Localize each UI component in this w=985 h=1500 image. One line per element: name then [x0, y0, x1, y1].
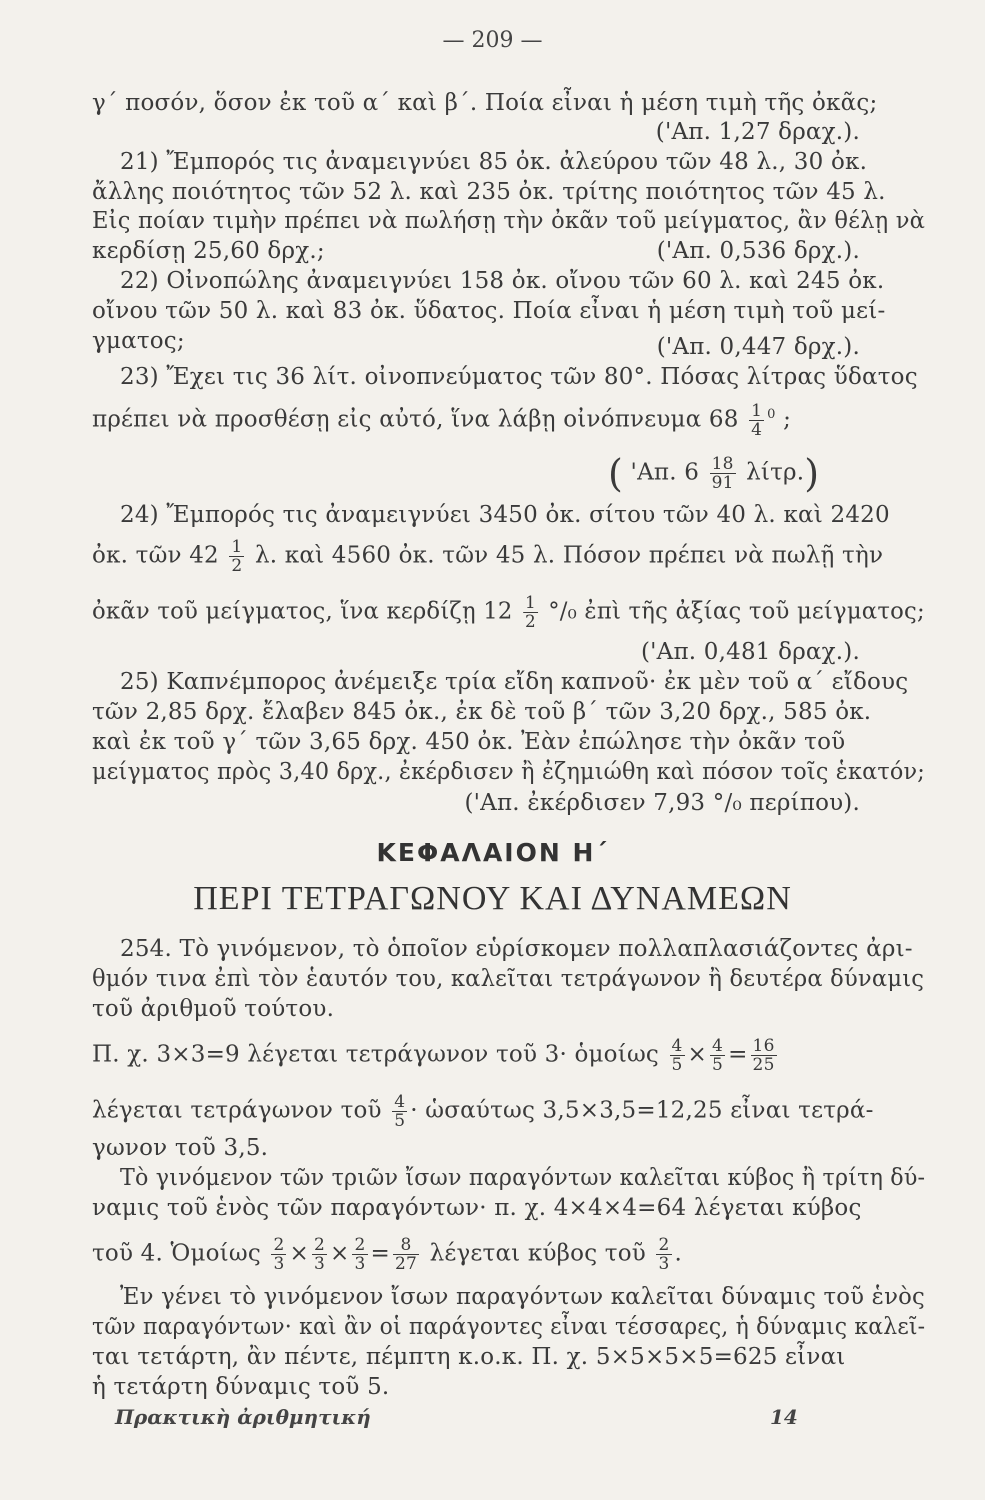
answer-line: ('Απ. 0,447 δρχ.).: [656, 334, 860, 360]
fraction: [749, 402, 764, 439]
right-paren: ): [804, 451, 820, 496]
times-sign: ×: [289, 1240, 309, 1267]
denominator: 5: [394, 1111, 406, 1131]
numerator: 18: [711, 454, 734, 474]
numerator: 4: [394, 1092, 406, 1112]
equals-sign: =: [728, 1041, 748, 1068]
fraction: [751, 1037, 777, 1074]
period: .: [674, 1240, 683, 1267]
fraction: [656, 1236, 671, 1273]
percent-sign: °/₀: [548, 598, 577, 625]
answer-line: [430, 788, 860, 818]
problem-21: 21) Ἔμπορός τις ἀναμειγνύει 85 ὀκ. ἀλεύρου τῶν 48 λ., 30 ὀκ.: [120, 149, 868, 175]
line-text: Π. χ. 3×3=9 λέγεται τετράγωνον τοῦ 3· ὁμοίως: [92, 1041, 659, 1068]
numerator: 1: [524, 593, 536, 613]
text-line: Τὸ γινόμενον τῶν τριῶν ἴσων παραγόντων καλεῖται κύβος ἢ τρίτη δύ-: [120, 1165, 926, 1191]
text-line: τοῦ ἀριθμοῦ τούτου.: [92, 996, 335, 1022]
text-line: ἡ τετάρτη δύναμις τοῦ 5.: [92, 1374, 390, 1400]
footer-title: Πρακτικὴ ἀριθμητική: [115, 1405, 371, 1429]
text-line: καὶ ἐκ τοῦ γ΄ τῶν 3,65 δρχ. 450 ὀκ. Ἐὰν ἐπώλησε τὴν ὀκᾶν τοῦ: [92, 729, 846, 755]
numerator: 16: [752, 1036, 775, 1056]
fraction: [670, 1037, 685, 1074]
text-line: [92, 400, 791, 439]
denominator: 25: [752, 1055, 775, 1075]
fraction: [312, 1236, 327, 1273]
text-line: γωνον τοῦ 3,5.: [92, 1135, 269, 1161]
fraction: [393, 1236, 419, 1273]
denominator: 5: [712, 1055, 724, 1075]
line-text: ἐπὶ τῆς ἀξίας τοῦ μείγματος;: [584, 598, 925, 625]
fraction: [271, 1236, 286, 1273]
line-text: λέγεται κύβος τοῦ: [429, 1240, 646, 1267]
text-line: γ΄ ποσόν, ὅσον ἐκ τοῦ α΄ καὶ β΄. Ποία εἶναι ἡ μέση τιμὴ τῆς ὀκᾶς;: [92, 90, 878, 116]
line-text: πρέπει νὰ προσθέσῃ εἰς αὐτό, ἵνα λάβῃ οἰνόπνευμα 68: [92, 406, 739, 433]
text-line: τῶν 2,85 δρχ. ἔλαβεν 845 ὀκ., ἐκ δὲ τοῦ β΄ τῶν 3,20 δρχ., 585 ὀκ.: [92, 699, 872, 725]
answer-line: ('Απ. 0,481 δραχ.).: [640, 639, 860, 665]
equals-sign: =: [370, 1240, 390, 1267]
numerator: 2: [273, 1235, 285, 1255]
text-line: [92, 1093, 874, 1130]
page-number: — 209 —: [442, 28, 543, 53]
numerator: 1: [231, 537, 243, 557]
text-line: οἴνου τῶν 50 λ. καὶ 83 ὀκ. ὕδατος. Ποία εἶναι ἡ μέση τιμὴ τοῦ μεί-: [92, 298, 886, 324]
answer-line: ('Απ. 0,536 δρχ.).: [656, 238, 860, 264]
text-line: θμόν τινα ἐπὶ τὸν ἑαυτόν του, καλεῖται τετράγωνον ἢ δευτέρα δύναμις: [92, 966, 925, 992]
denominator: 4: [751, 420, 763, 441]
text-line: γματος;: [92, 328, 185, 354]
line-text: περίπου).: [749, 790, 860, 816]
times-sign: ×: [687, 1041, 708, 1068]
line-text: λ. καὶ 4560 ὀκ. τῶν 45 λ. Πόσον πρέπει νὰ πωλῇ τὴν: [254, 542, 884, 569]
denominator: 5: [671, 1055, 683, 1075]
fraction: [710, 455, 736, 492]
problem-25: 25) Καπνέμπορος ἀνέμειξε τρία εἴδη καπνοῦ· ἐκ μὲν τοῦ α΄ εἴδους: [120, 669, 909, 695]
fraction: [392, 1093, 407, 1130]
degree-sign: 0: [767, 407, 776, 422]
fraction: [710, 1037, 725, 1074]
answer-line: [608, 451, 820, 496]
line-text: ὀκ. τῶν 42: [92, 542, 219, 569]
denominator: 3: [273, 1254, 285, 1274]
text-line: [92, 594, 925, 631]
denominator: 3: [354, 1254, 366, 1274]
numerator: 4: [671, 1036, 683, 1056]
text-line: [92, 1236, 682, 1273]
fraction: [229, 538, 244, 575]
numerator: 1: [751, 401, 763, 422]
denominator: 91: [711, 473, 734, 493]
text-line: ναμις τοῦ ἑνὸς τῶν παραγόντων· π. χ. 4×4×4=64 λέγεται κύβος: [92, 1195, 862, 1221]
text-line: Εἰς ποίαν τιμὴν πρέπει νὰ πωλήσῃ τὴν ὀκᾶν τοῦ μείγματος, ἂν θέλῃ νὰ: [92, 208, 926, 234]
numerator: 2: [354, 1235, 366, 1255]
footer-sheet-number: 14: [770, 1405, 798, 1429]
numerator: 4: [712, 1036, 724, 1056]
text-line: [92, 538, 883, 575]
problem-24: 24) Ἔμπορός τις ἀναμειγνύει 3450 ὀκ. σίτου τῶν 40 λ. καὶ 2420: [120, 502, 890, 528]
line-text: 'Απ. 6: [630, 459, 700, 486]
problem-23: 23) Ἔχει τις 36 λίτ. οἰνοπνεύματος τῶν 80°. Πόσας λίτρας ὕδατος: [120, 364, 918, 390]
percent-sign: °/₀: [712, 790, 742, 816]
times-sign: ×: [330, 1240, 350, 1267]
denominator: 3: [313, 1254, 325, 1274]
denominator: 27: [395, 1254, 418, 1274]
line-text: ;: [783, 406, 792, 433]
text-line: ἄλλης ποιότητος τῶν 52 λ. καὶ 235 ὀκ. τρίτης ποιότητος τῶν 45 λ.: [92, 179, 886, 205]
text-line: μείγματος πρὸς 3,40 δρχ., ἐκέρδισεν ἢ ἐζημιώθη καὶ πόσον τοῖς ἑκατόν;: [92, 759, 925, 785]
chapter-label: ΚΕΦΑΛΑΙΟΝ Η΄: [376, 838, 609, 867]
denominator: 2: [524, 612, 536, 632]
section-254: 254. Τὸ γινόμενον, τὸ ὁποῖον εὑρίσκομεν πολλαπλασιάζοντες ἀρι-: [120, 936, 913, 962]
denominator: 2: [231, 556, 243, 576]
fraction: [352, 1236, 367, 1273]
line-text: τοῦ 4. Ὁμοίως: [92, 1240, 261, 1267]
line-text: · ὡσαύτως 3,5×3,5=12,25 εἶναι τετρά-: [410, 1097, 874, 1124]
problem-22: 22) Οἰνοπώλης ἀναμειγνύει 158 ὀκ. οἴνου τῶν 60 λ. καὶ 245 ὀκ.: [120, 268, 885, 294]
left-paren: (: [608, 451, 624, 496]
text-line: τῶν παραγόντων· καὶ ἂν οἱ παράγοντες εἶναι τέσσαρες, ἡ δύναμις καλεῖ-: [92, 1314, 926, 1340]
line-text: ὀκᾶν τοῦ μείγματος, ἵνα κερδίζῃ 12: [92, 598, 513, 625]
text-line: κερδίσῃ 25,60 δρχ.;: [92, 238, 325, 264]
fraction: [523, 594, 538, 631]
numerator: 2: [313, 1235, 325, 1255]
text-line: ται τετάρτη, ἂν πέντε, πέμπτη κ.ο.κ. Π. χ. 5×5×5×5=625 εἶναι: [92, 1344, 846, 1370]
text-line: [92, 1037, 780, 1074]
numerator: 2: [658, 1235, 670, 1255]
denominator: 3: [658, 1254, 670, 1274]
line-text: ('Απ. ἐκέρδισεν 7,93: [464, 790, 706, 816]
numerator: 8: [400, 1235, 412, 1255]
chapter-title: ΠΕΡΙ ΤΕΤΡΑΓΩΝΟΥ ΚΑΙ ΔΥΝΑΜΕΩΝ: [193, 880, 792, 917]
text-line: Ἐν γένει τὸ γινόμενον ἴσων παραγόντων καλεῖται δύναμις τοῦ ἑνὸς: [120, 1284, 925, 1310]
line-text: λίτρ.: [746, 459, 805, 486]
line-text: λέγεται τετράγωνον τοῦ: [92, 1097, 382, 1124]
answer-line: ('Απ. 1,27 δραχ.).: [655, 119, 860, 145]
